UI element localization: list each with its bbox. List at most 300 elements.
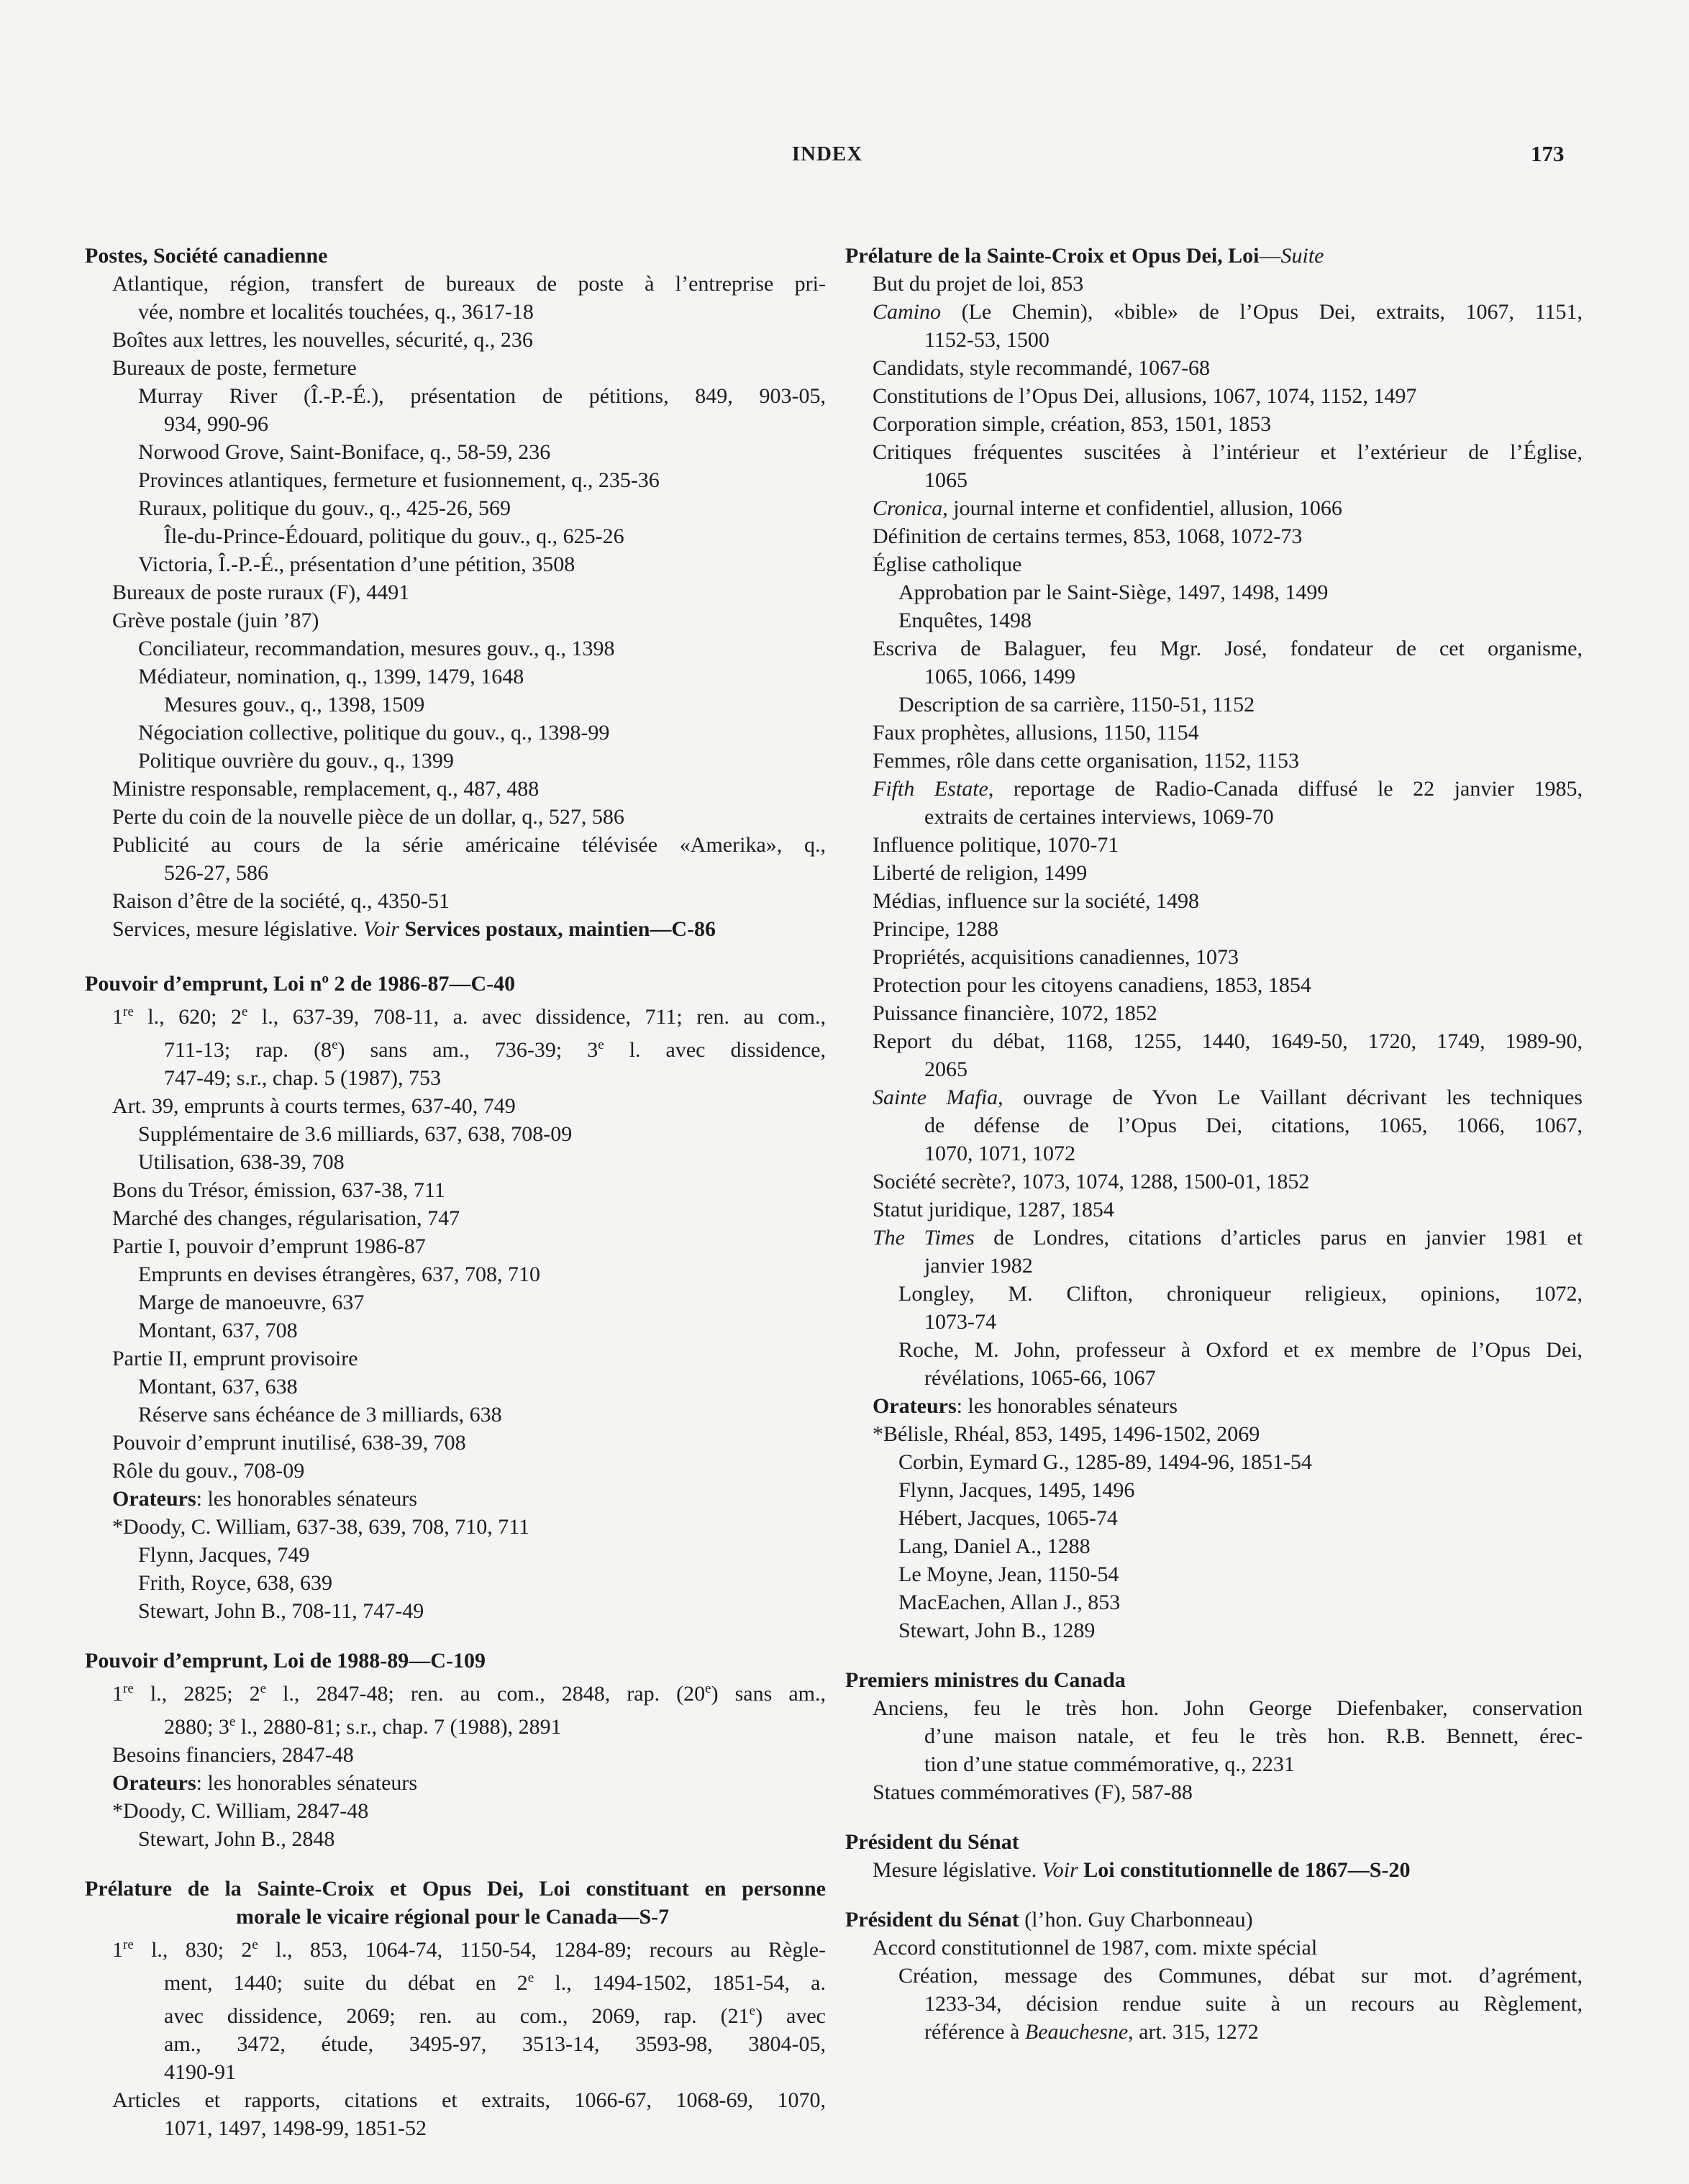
index-line — [85, 1931, 826, 1964]
index-line — [85, 1344, 826, 1373]
index-column-right — [845, 242, 1583, 2046]
index-text: ) sans am., 736-39; 3 — [337, 1038, 598, 1062]
index-line — [845, 1055, 1583, 1083]
index-text: Conciliateur, recommandation, mesures gouv., q., 1398 — [138, 637, 615, 660]
index-text: Longley, M. Clifton, chroniqueur religieux, opinions, 1072, — [898, 1282, 1583, 1306]
index-line — [845, 1588, 1583, 1616]
index-text: Politique ouvrière du gouv., q., 1399 — [138, 749, 454, 773]
index-line — [845, 1083, 1583, 1111]
index-line — [845, 887, 1583, 915]
index-text: Emprunts en devises étrangères, 637, 708, 710 — [138, 1262, 541, 1286]
index-text: l., 830; 2 — [133, 1938, 252, 1962]
entry-spacer — [85, 943, 826, 965]
index-text: avec dissidence, 2069; ren. au com., 2069, rap. (21 — [164, 2004, 750, 2028]
index-line — [85, 1964, 826, 1997]
index-text: Supplémentaire de 3.6 milliards, 637, 638, 708-09 — [138, 1122, 573, 1146]
index-text: Premiers ministres du Canada — [845, 1668, 1126, 1692]
index-text: extraits de certaines interviews, 1069-70 — [924, 805, 1274, 829]
index-line — [85, 719, 826, 747]
index-text: Postes, Société canadienne — [85, 244, 328, 268]
index-text: 2880; 3 — [164, 1715, 229, 1739]
index-text: Ministre responsable, remplacement, q., 487, 488 — [112, 777, 540, 801]
index-line — [845, 522, 1583, 550]
index-text: Statues commémoratives (F), 587-88 — [873, 1780, 1193, 1804]
index-text: Prélature de la Sainte-Croix et Opus Dei, Loi constituant en personne — [85, 1877, 826, 1901]
index-line — [845, 1856, 1583, 1884]
index-text: Hébert, Jacques, 1065-74 — [898, 1506, 1118, 1530]
index-line — [85, 1485, 826, 1513]
index-line — [85, 1316, 826, 1344]
index-text: 4190-91 — [164, 2060, 236, 2084]
index-line — [85, 1675, 826, 1708]
index-text: Flynn, Jacques, 1495, 1496 — [898, 1478, 1135, 1502]
index-line — [85, 859, 826, 887]
index-text: Utilisation, 638-39, 708 — [138, 1150, 345, 1174]
index-text: Beauchesne — [1024, 2020, 1129, 2044]
index-text: e — [252, 1937, 258, 1952]
index-text: Principe, 1288 — [873, 917, 998, 941]
index-line — [845, 1934, 1583, 1962]
index-text: Partie II, emprunt provisoire — [112, 1347, 358, 1370]
index-text: re — [123, 1937, 134, 1952]
index-text: 1065 — [924, 468, 968, 492]
index-line — [85, 298, 826, 326]
index-text: e — [527, 1970, 534, 1985]
index-heading — [845, 1828, 1583, 1856]
index-line — [845, 1778, 1583, 1806]
index-text: Rôle du gouv., 708-09 — [112, 1459, 305, 1483]
index-text: Médias, influence sur la société, 1498 — [873, 889, 1200, 913]
index-line — [845, 1168, 1583, 1196]
index-text: Île-du-Prince-Édouard, politique du gouv., q., 625-26 — [164, 524, 624, 548]
index-text: Stewart, John B., 1289 — [898, 1619, 1096, 1642]
index-text: 1 — [112, 1005, 123, 1029]
index-text: Président du Sénat — [845, 1830, 1019, 1854]
index-text: Camino — [873, 300, 942, 324]
index-text: Raison d’être de la société, q., 4350-51 — [112, 889, 450, 913]
index-text: Frith, Royce, 638, 639 — [138, 1571, 332, 1595]
index-text: 1 — [112, 1938, 123, 1962]
index-heading — [845, 1906, 1583, 1934]
index-line — [85, 831, 826, 859]
index-text: l., 1494-1502, 1851-54, a. — [534, 1971, 826, 1995]
index-text: 1070, 1071, 1072 — [924, 1142, 1075, 1165]
index-text: MacEachen, Allan J., 853 — [898, 1591, 1121, 1614]
index-text: vée, nombre et localités touchées, q., 3617-18 — [138, 300, 534, 324]
index-line — [85, 438, 826, 466]
index-text: e — [241, 1004, 248, 1019]
index-line — [845, 943, 1583, 971]
index-line — [845, 1111, 1583, 1139]
index-text: Orateurs — [112, 1487, 196, 1511]
index-text: Boîtes aux lettres, les nouvelles, sécurité, q., 236 — [112, 328, 533, 352]
index-line — [845, 1722, 1583, 1750]
index-text: référence à — [924, 2020, 1025, 2044]
index-text: Enquêtes, 1498 — [898, 609, 1032, 632]
index-line — [85, 578, 826, 606]
index-text: Bureaux de poste, fermeture — [112, 356, 357, 380]
index-text: Flynn, Jacques, 749 — [138, 1543, 310, 1567]
index-text: Protection pour les citoyens canadiens, 1853, 1854 — [873, 973, 1311, 997]
index-text: Orateurs — [873, 1394, 957, 1418]
index-line — [845, 1532, 1583, 1560]
index-text: Besoins financiers, 2847-48 — [112, 1743, 354, 1767]
index-line — [845, 578, 1583, 606]
index-text: Publicité au cours de la série américaine télévisée «Amerika», q., — [112, 833, 826, 857]
index-line — [85, 691, 826, 719]
index-text: Murray River (Î.-P.-É.), présentation de pétitions, 849, 903-05, — [138, 384, 826, 408]
index-line — [85, 1825, 826, 1853]
index-text: Provinces atlantiques, fermeture et fusionnement, q., 235-36 — [138, 468, 660, 492]
index-line — [85, 1741, 826, 1769]
index-heading — [845, 242, 1583, 270]
index-text: Statut juridique, 1287, 1854 — [873, 1198, 1114, 1221]
index-text: 1073-74 — [924, 1310, 996, 1334]
index-line — [85, 1031, 826, 1064]
index-line — [85, 1204, 826, 1232]
index-line — [85, 1429, 826, 1457]
index-text: e — [229, 1714, 236, 1729]
index-line — [845, 298, 1583, 326]
index-line — [845, 1448, 1583, 1476]
index-line — [845, 971, 1583, 999]
index-text: — — [1259, 244, 1281, 268]
index-text: Médiateur, nomination, q., 1399, 1479, 1648 — [138, 665, 524, 688]
index-line — [845, 382, 1583, 410]
index-text: 1152-53, 1500 — [924, 328, 1050, 352]
index-line — [845, 2018, 1583, 2046]
index-text: Négociation collective, politique du gouv., q., 1398-99 — [138, 721, 610, 745]
index-text: 711-13; rap. (8 — [164, 1038, 332, 1062]
index-line — [85, 1769, 826, 1797]
index-text: Prélature de la Sainte-Croix et Opus Dei, Loi — [845, 244, 1260, 268]
index-text: Président du Sénat — [845, 1908, 1019, 1932]
index-text: : les honorables sénateurs — [196, 1487, 418, 1511]
index-line — [845, 326, 1583, 354]
index-text: Église catholique — [873, 552, 1022, 576]
index-line — [845, 1027, 1583, 1055]
index-line — [85, 1903, 826, 1931]
index-text: Femmes, rôle dans cette organisation, 1152, 1153 — [873, 749, 1299, 773]
index-text: e — [260, 1681, 267, 1696]
index-line — [845, 915, 1583, 943]
index-line — [845, 803, 1583, 831]
index-text: l., 2825; 2 — [133, 1682, 260, 1706]
index-heading — [85, 1647, 826, 1675]
index-line — [85, 1148, 826, 1176]
index-line — [845, 466, 1583, 494]
index-line — [85, 1997, 826, 2030]
index-text: Corbin, Eymard G., 1285-89, 1494-96, 1851-54 — [898, 1450, 1312, 1474]
index-text: d’une maison natale, et feu le très hon. R.B. Bennett, érec- — [924, 1724, 1583, 1748]
index-line — [85, 1708, 826, 1741]
index-text: l. avec dissidence, — [604, 1038, 826, 1062]
index-text: , art. 315, 1272 — [1128, 2020, 1259, 2044]
index-line — [845, 1280, 1583, 1308]
index-line — [845, 1476, 1583, 1504]
index-line — [85, 1513, 826, 1541]
index-text: Puissance financière, 1072, 1852 — [873, 1001, 1157, 1025]
index-line — [85, 663, 826, 691]
index-text: l., 2847-48; ren. au com., 2848, rap. (20 — [266, 1682, 706, 1706]
index-text: Victoria, Î.-P.-É., présentation d’une pétition, 3508 — [138, 552, 575, 576]
index-line — [845, 1336, 1583, 1364]
index-text: Pouvoir d’emprunt, Loi de 1988-89—C-109 — [85, 1649, 486, 1673]
index-text: janvier 1982 — [924, 1254, 1033, 1278]
index-text: Report du débat, 1168, 1255, 1440, 1649-50, 1720, 1749, 1989-90, — [873, 1029, 1583, 1053]
index-text: Norwood Grove, Saint-Boniface, q., 58-59, 236 — [138, 440, 551, 464]
index-text: Influence politique, 1070-71 — [873, 833, 1119, 857]
index-text: : les honorables sénateurs — [196, 1771, 418, 1795]
index-text: Stewart, John B., 2848 — [138, 1827, 335, 1851]
index-text: Voir — [1042, 1858, 1078, 1882]
index-heading — [85, 242, 826, 270]
index-text: Services, mesure législative. — [112, 917, 364, 941]
index-line — [85, 1232, 826, 1260]
index-text: Le Moyne, Jean, 1150-54 — [898, 1562, 1119, 1586]
entry-spacer — [845, 1884, 1583, 1906]
index-line — [85, 354, 826, 382]
index-line — [845, 1196, 1583, 1224]
index-line — [85, 410, 826, 438]
index-text: But du projet de loi, 853 — [873, 272, 1084, 296]
index-text: Roche, M. John, professeur à Oxford et ex membre de l’Opus Dei, — [898, 1338, 1583, 1362]
index-line — [845, 1694, 1583, 1722]
index-line — [85, 550, 826, 578]
index-line — [845, 1616, 1583, 1644]
index-text: Réserve sans échéance de 3 milliards, 638 — [138, 1403, 502, 1427]
index-line — [85, 270, 826, 298]
index-line — [845, 1392, 1583, 1420]
index-line — [85, 1457, 826, 1485]
index-line — [845, 606, 1583, 634]
index-text: , reportage de Radio-Canada diffusé le 22 janvier 1985, — [988, 777, 1583, 801]
index-text: Montant, 637, 708 — [138, 1319, 298, 1342]
index-text: Grève postale (juin ’87) — [112, 609, 319, 632]
index-text: Bons du Trésor, émission, 637-38, 711 — [112, 1178, 445, 1202]
index-column-left — [85, 242, 826, 2142]
index-line — [845, 747, 1583, 775]
index-text: Montant, 637, 638 — [138, 1375, 298, 1398]
index-text: Liberté de religion, 1499 — [873, 861, 1088, 885]
index-line — [85, 887, 826, 915]
index-line — [85, 634, 826, 663]
index-line — [845, 410, 1583, 438]
running-header-title: INDEX — [791, 142, 863, 165]
index-line — [85, 1288, 826, 1316]
index-line — [85, 382, 826, 410]
index-line — [845, 550, 1583, 578]
index-text: Approbation par le Saint-Siège, 1497, 1498, 1499 — [898, 581, 1329, 604]
index-text: ) sans am., — [711, 1682, 826, 1706]
index-text: 2065 — [924, 1057, 968, 1081]
index-line — [85, 466, 826, 494]
index-text: Perte du coin de la nouvelle pièce de un dollar, q., 527, 586 — [112, 805, 624, 829]
index-text: Escriva de Balaguer, feu Mgr. José, fondateur de cet organisme, — [873, 637, 1583, 660]
index-text: Atlantique, région, transfert de bureaux de poste à l’entreprise pri- — [112, 272, 826, 296]
index-line — [85, 1260, 826, 1288]
index-text: Partie I, pouvoir d’emprunt 1986-87 — [112, 1234, 426, 1258]
index-text: Mesures gouv., q., 1398, 1509 — [164, 693, 425, 716]
entry-spacer — [845, 1644, 1583, 1666]
index-line — [845, 859, 1583, 887]
index-line — [845, 1420, 1583, 1448]
index-text: 747-49; s.r., chap. 5 (1987), 753 — [164, 1066, 441, 1090]
index-line — [845, 1252, 1583, 1280]
index-line — [845, 1308, 1583, 1336]
index-line — [85, 998, 826, 1031]
index-text: Bureaux de poste ruraux (F), 4491 — [112, 581, 410, 604]
index-line — [845, 1962, 1583, 1990]
index-text: e — [705, 1681, 711, 1696]
index-line — [845, 775, 1583, 803]
index-text: e — [749, 2003, 756, 2019]
index-text: Art. 39, emprunts à courts termes, 637-40, 749 — [112, 1094, 516, 1118]
index-text: 1 — [112, 1682, 123, 1706]
index-line — [845, 1364, 1583, 1392]
index-text: Services postaux, maintien—C-86 — [399, 917, 716, 941]
entry-spacer — [85, 1625, 826, 1647]
index-text: l., 637-39, 708-11, a. avec dissidence, 711; ren. au com., — [247, 1005, 826, 1029]
index-text: l., 620; 2 — [133, 1005, 242, 1029]
index-text: de défense de l’Opus Dei, citations, 1065, 1066, 1067, — [924, 1114, 1583, 1137]
index-line — [85, 1092, 826, 1120]
index-text: : les honorables sénateurs — [956, 1394, 1178, 1418]
index-line — [85, 747, 826, 775]
index-text: , journal interne et confidentiel, allusion, 1066 — [942, 496, 1342, 520]
index-text: re — [123, 1004, 134, 1019]
index-text: Définition de certains termes, 853, 1068, 1072-73 — [873, 524, 1303, 548]
index-text: de Londres, citations d’articles parus en janvier 1981 et — [974, 1226, 1583, 1250]
index-text: tion d’une statue commémorative, q., 2231 — [924, 1752, 1295, 1776]
index-text: Orateurs — [112, 1771, 196, 1795]
index-text: Voir — [363, 917, 400, 941]
index-line — [85, 1176, 826, 1204]
index-text: o — [322, 971, 329, 986]
index-text: , ouvrage de Yvon Le Vaillant décrivant les techniques — [998, 1086, 1583, 1109]
index-heading — [85, 965, 826, 998]
index-heading — [845, 1666, 1583, 1694]
index-line — [845, 1750, 1583, 1778]
index-text: Corporation simple, création, 853, 1501, 1853 — [873, 412, 1272, 436]
index-line — [85, 1797, 826, 1825]
index-line — [845, 438, 1583, 466]
index-line — [85, 1373, 826, 1401]
index-text: 934, 990-96 — [164, 412, 268, 436]
index-line — [85, 2086, 826, 2114]
index-text: (l’hon. Guy Charbonneau) — [1019, 1908, 1253, 1932]
index-text: Critiques fréquentes suscitées à l’intérieur et l’extérieur de l’Église, — [873, 440, 1583, 464]
index-heading — [85, 1875, 826, 1903]
index-text: Lang, Daniel A., 1288 — [898, 1534, 1091, 1558]
index-line — [845, 1224, 1583, 1252]
page-number: 173 — [1531, 141, 1565, 166]
index-line — [85, 2058, 826, 2086]
index-text: l., 853, 1064-74, 1150-54, 1284-89; recours au Règle- — [258, 1938, 826, 1962]
index-text: Suite — [1280, 244, 1324, 268]
index-line — [845, 1560, 1583, 1588]
entry-spacer — [845, 1806, 1583, 1828]
index-line — [85, 1064, 826, 1092]
index-text: Marge de manoeuvre, 637 — [138, 1291, 365, 1314]
index-text: Société secrète?, 1073, 1074, 1288, 1500-01, 1852 — [873, 1170, 1310, 1193]
index-text: 1071, 1497, 1498-99, 1851-52 — [164, 2116, 427, 2140]
index-line — [85, 326, 826, 354]
index-text: re — [123, 1681, 134, 1696]
index-text: Création, message des Communes, débat sur mot. d’agrément, — [898, 1964, 1583, 1988]
index-text: e — [332, 1037, 338, 1052]
index-text: Constitutions de l’Opus Dei, allusions, 1067, 1074, 1152, 1497 — [873, 384, 1417, 408]
index-line — [85, 775, 826, 803]
index-line — [845, 1990, 1583, 2018]
index-text: révélations, 1065-66, 1067 — [924, 1366, 1156, 1390]
index-text: 1065, 1066, 1499 — [924, 665, 1075, 688]
index-line — [845, 719, 1583, 747]
index-line — [85, 1541, 826, 1569]
index-line — [85, 1569, 826, 1597]
index-text: 1233-34, décision rendue suite à un recours au Règlement, — [924, 1992, 1583, 2016]
index-line — [85, 1120, 826, 1148]
index-text: e — [598, 1037, 604, 1052]
index-text: Marché des changes, régularisation, 747 — [112, 1206, 460, 1230]
entry-spacer — [85, 1853, 826, 1875]
index-text: The Times — [873, 1226, 975, 1250]
index-text: Pouvoir d’emprunt inutilisé, 638-39, 708 — [112, 1431, 466, 1455]
index-line — [845, 663, 1583, 691]
index-text: Mesure législative. — [873, 1858, 1042, 1882]
index-text: Fifth Estate — [873, 777, 988, 801]
index-line — [85, 1401, 826, 1429]
index-line — [85, 2030, 826, 2058]
index-text: morale le vicaire régional pour le Canada—S-7 — [236, 1905, 670, 1929]
index-text: 2 de 1986-87—C-40 — [329, 972, 516, 996]
index-line — [845, 999, 1583, 1027]
index-line — [845, 354, 1583, 382]
index-text: l., 2880-81; s.r., chap. 7 (1988), 2891 — [235, 1715, 562, 1739]
index-text: *Doody, C. William, 637-38, 639, 708, 710, 711 — [112, 1515, 530, 1539]
index-text: ment, 1440; suite du débat en 2 — [164, 1971, 528, 1995]
index-line — [845, 1504, 1583, 1532]
index-line — [85, 606, 826, 634]
index-text: (Le Chemin), «bible» de l’Opus Dei, extraits, 1067, 1151, — [941, 300, 1583, 324]
index-text: *Bélisle, Rhéal, 853, 1495, 1496-1502, 2069 — [873, 1422, 1260, 1446]
index-line — [845, 634, 1583, 663]
index-line — [845, 494, 1583, 522]
index-line — [85, 803, 826, 831]
index-text: Accord constitutionnel de 1987, com. mixte spécial — [873, 1936, 1318, 1960]
index-text: ) avec — [755, 2004, 826, 2028]
index-text: Loi constitutionnelle de 1867—S-20 — [1078, 1858, 1411, 1882]
index-text: Anciens, feu le très hon. John George Diefenbaker, conservation — [873, 1696, 1583, 1720]
index-line — [845, 831, 1583, 859]
index-line — [85, 915, 826, 943]
index-line — [845, 691, 1583, 719]
index-line — [845, 1139, 1583, 1168]
index-text: am., 3472, étude, 3495-97, 3513-14, 3593-98, 3804-05, — [164, 2032, 826, 2056]
index-text: Pouvoir d’emprunt, Loi n — [85, 972, 322, 996]
index-text: Candidats, style recommandé, 1067-68 — [873, 356, 1211, 380]
index-line — [85, 494, 826, 522]
index-text: Propriétés, acquisitions canadiennes, 1073 — [873, 945, 1239, 969]
index-text: Stewart, John B., 708-11, 747-49 — [138, 1599, 424, 1623]
index-text: Faux prophètes, allusions, 1150, 1154 — [873, 721, 1199, 745]
index-text: Sainte Mafia — [873, 1086, 998, 1109]
index-text: *Doody, C. William, 2847-48 — [112, 1799, 369, 1823]
index-line — [85, 2114, 826, 2142]
index-line — [85, 1597, 826, 1625]
index-text: Ruraux, politique du gouv., q., 425-26, 569 — [138, 496, 511, 520]
index-line — [845, 270, 1583, 298]
